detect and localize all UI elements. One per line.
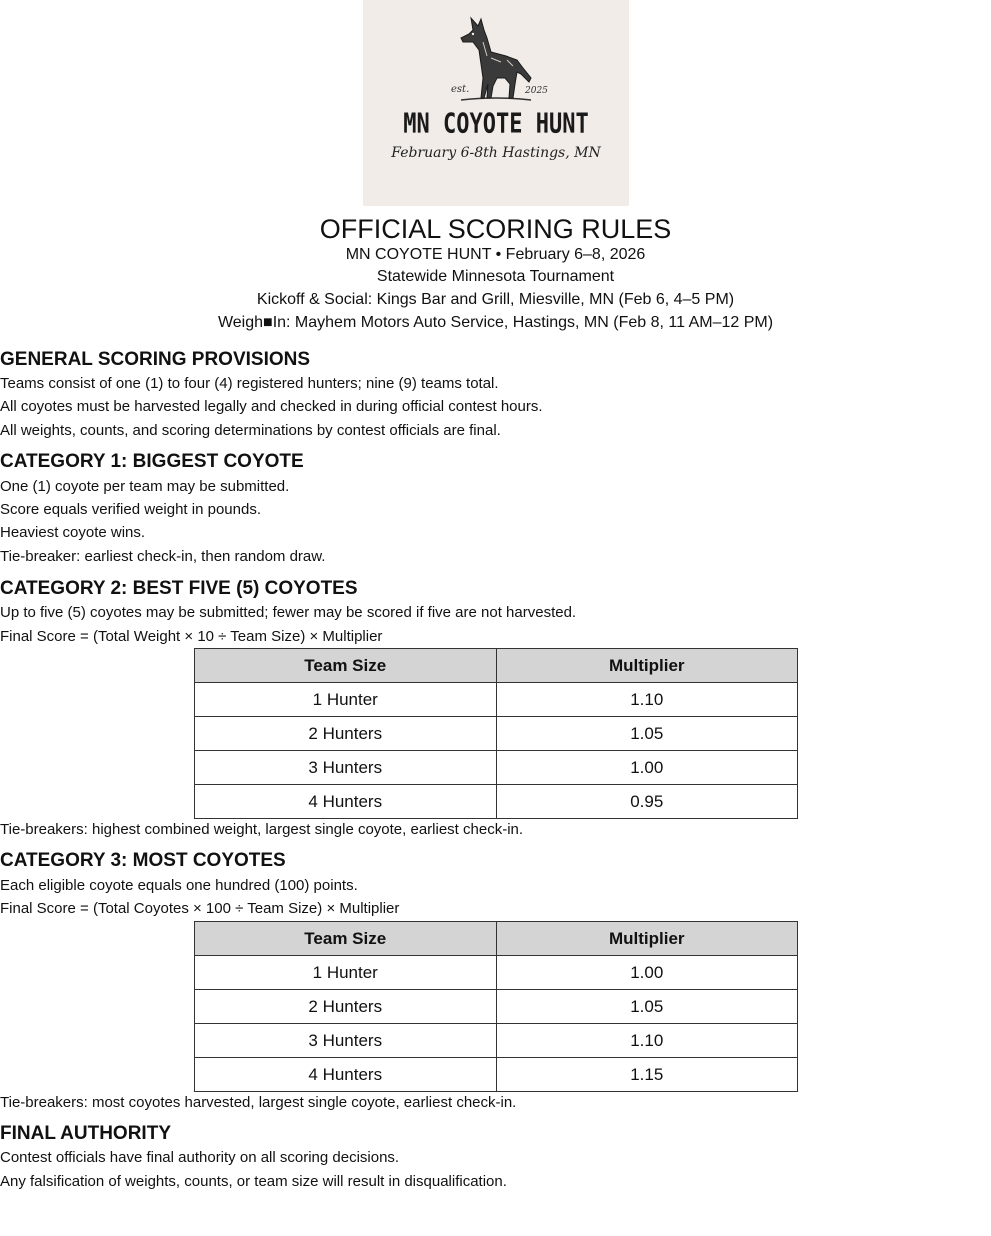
category3-tiebreak: Tie-breakers: most coyotes harvested, largest single coyote, earliest check-in.: [0, 1094, 517, 1111]
table-cell: 1.00: [496, 751, 798, 785]
table-header-cell: Multiplier: [496, 922, 798, 956]
category1-item: Tie-breaker: earliest check-in, then random draw.: [0, 548, 326, 565]
table-row: [195, 1024, 798, 1058]
logo-est-text: est.: [451, 84, 470, 95]
logo-year-text: 2025: [525, 86, 548, 96]
category2-tiebreak: Tie-breakers: highest combined weight, largest single coyote, earliest check-in.: [0, 821, 524, 838]
table-header-cell: Team Size: [195, 922, 497, 956]
category3-formula: Final Score = (Total Coyotes × 100 ÷ Team Size) × Multiplier: [0, 900, 400, 917]
logo-title: MN COYOTE HUNT: [403, 108, 589, 141]
table-row: [195, 717, 798, 751]
category1-item: Score equals verified weight in pounds.: [0, 501, 261, 518]
page-title: OFFICIAL SCORING RULES: [319, 214, 672, 244]
table-cell: 1.00: [496, 956, 798, 990]
final-heading: FINAL AUTHORITY: [0, 1123, 171, 1144]
table-row: [195, 1058, 798, 1092]
table-cell: 3 Hunters: [195, 1024, 497, 1058]
category2-heading: CATEGORY 2: BEST FIVE (5) COYOTES: [0, 578, 358, 599]
table-cell: 0.95: [496, 785, 798, 819]
table-header-row: [195, 922, 798, 956]
logo-subtitle: February 6-8th Hastings, MN: [391, 145, 601, 161]
table-cell: 2 Hunters: [195, 990, 497, 1024]
table-cell: 3 Hunters: [195, 751, 497, 785]
table-cell: 1.15: [496, 1058, 798, 1092]
table-row: [195, 785, 798, 819]
tournament-line: Statewide Minnesota Tournament: [376, 268, 615, 285]
category2-multiplier-table: [194, 648, 798, 819]
category2-item: Up to five (5) coyotes may be submitted; fewer may be scored if five are not harvested.: [0, 604, 577, 621]
event-line: MN COYOTE HUNT • February 6–8, 2026: [345, 246, 646, 263]
category1-item: Heaviest coyote wins.: [0, 524, 146, 541]
table-header-cell: Multiplier: [496, 649, 798, 683]
kickoff-line: Kickoff & Social: Kings Bar and Grill, Miesville, MN (Feb 6, 4–5 PM): [256, 291, 735, 308]
final-item: Any falsification of weights, counts, or team size will result in disqualification.: [0, 1173, 507, 1190]
table-cell: 1.05: [496, 717, 798, 751]
table-row: [195, 751, 798, 785]
table-cell: 1.10: [496, 683, 798, 717]
table-row: [195, 990, 798, 1024]
final-item: Contest officials have final authority on all scoring decisions.: [0, 1149, 400, 1166]
table-cell: 1.10: [496, 1024, 798, 1058]
category3-multiplier-table: [194, 921, 798, 1092]
category3-heading: CATEGORY 3: MOST COYOTES: [0, 850, 286, 871]
weigh-in-line: Weigh■In: Mayhem Motors Auto Service, Hastings, MN (Feb 8, 11 AM–12 PM): [217, 314, 774, 331]
category2-formula: Final Score = (Total Weight × 10 ÷ Team Size) × Multiplier: [0, 628, 383, 645]
table-cell: 4 Hunters: [195, 785, 497, 819]
table-row: [195, 956, 798, 990]
table-header-cell: Team Size: [195, 649, 497, 683]
table-cell: 4 Hunters: [195, 1058, 497, 1092]
table-cell: 2 Hunters: [195, 717, 497, 751]
table-row: [195, 683, 798, 717]
table-header-row: [195, 649, 798, 683]
category1-item: One (1) coyote per team may be submitted.: [0, 478, 290, 495]
table-cell: 1 Hunter: [195, 683, 497, 717]
category1-heading: CATEGORY 1: BIGGEST COYOTE: [0, 451, 304, 472]
event-logo: [363, 0, 629, 206]
general-heading: GENERAL SCORING PROVISIONS: [0, 349, 311, 370]
general-item: All weights, counts, and scoring determinations by contest officials are final.: [0, 422, 501, 439]
general-item: Teams consist of one (1) to four (4) registered hunters; nine (9) teams total.: [0, 375, 499, 392]
category3-item: Each eligible coyote equals one hundred (100) points.: [0, 877, 358, 894]
table-cell: 1 Hunter: [195, 956, 497, 990]
general-item: All coyotes must be harvested legally and checked in during official contest hours.: [0, 398, 543, 415]
table-cell: 1.05: [496, 990, 798, 1024]
